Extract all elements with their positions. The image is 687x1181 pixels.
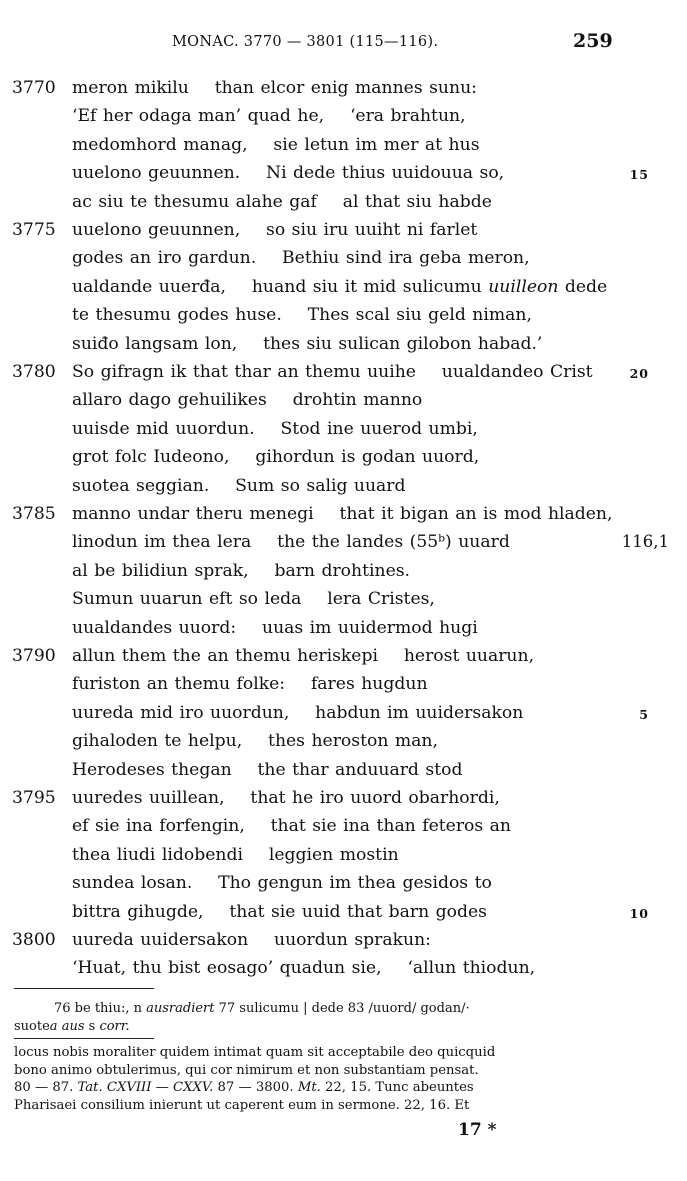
margin-line-number: 116,1 [621, 532, 669, 552]
running-header [0, 30, 687, 56]
verse-text-line: gihaloden te helpu, thes heroston man, [72, 731, 438, 752]
verse-line [0, 104, 687, 132]
verse-number: 3795 [12, 788, 56, 808]
apparatus-line: 76 be thiu:, n ausradiert 77 sulicumu | dede 83 /uuord/ godan/· [54, 1001, 470, 1016]
verse-text-line: medomhord manag, sie letun im mer at hus [72, 134, 480, 155]
verse-line [0, 218, 687, 246]
verse-line [0, 360, 687, 388]
verse-text-line: ‘Ef her odaga man’ quad he, ‘era brahtun, [72, 106, 466, 127]
commentary-line: Pharisaei consilium inierunt ut caperent eum in sermone. 22, 16. Et [14, 1097, 470, 1113]
verse-text-line: allun them the an themu heriskepi herost uuarun, [72, 646, 535, 666]
verse-line [0, 388, 687, 416]
margin-line-number: 10 [629, 905, 649, 921]
verse-line [0, 559, 687, 587]
verse-line [0, 474, 687, 502]
verse-number: 3775 [12, 220, 56, 240]
verse-line [0, 701, 687, 729]
verse-line [0, 133, 687, 161]
verse-line [0, 900, 687, 928]
critical-apparatus [14, 1000, 664, 1036]
verse-line [0, 502, 687, 530]
verse-text-line: al be bilidiun sprak, barn drohtines. [72, 560, 411, 581]
verse-text-line: te thesumu godes huse. Thes scal siu geld niman, [72, 305, 532, 326]
verse-line [0, 76, 687, 104]
margin-line-number: 20 [629, 366, 649, 381]
signature-mark: 17 * [458, 1120, 497, 1140]
verse-text-line: bittra gihugde, that sie uuid that barn godes [72, 901, 487, 922]
apparatus-rule [14, 988, 154, 989]
verse-number: 3780 [12, 362, 56, 382]
verse-line [0, 303, 687, 331]
verse-text-line: uureda uuidersakon uuordun sprakun: [72, 930, 431, 950]
verse-line [0, 843, 687, 871]
margin-line-number: 5 [639, 706, 649, 722]
verse-line [0, 758, 687, 786]
commentary-line: bono animo obtulerimus, qui cor nimirum et non substantiam pensat. [14, 1062, 479, 1078]
verse-number: 3800 [12, 930, 56, 950]
margin-line-number: 15 [629, 167, 649, 183]
verse-line [0, 246, 687, 274]
verse-text-line: suiđo langsam lon, thes siu sulican gilobon habad.’ [72, 333, 543, 354]
verse-text-line: linodun im thea lera the the landes (55ᵇ) uuard [72, 532, 510, 553]
commentary-rule [14, 1038, 154, 1039]
commentary-line: locus nobis moraliter quidem intimat quam sit acceptabile deo quicquid [14, 1045, 496, 1060]
verse-line [0, 928, 687, 956]
verse-text-line: So gifragn ik that thar an themu uuihe uualdandeo Crist [72, 362, 593, 382]
verse-text-line: ualdande uuerđa, huand siu it mid sulicumu uuilleon dede [72, 276, 608, 297]
verse-line [0, 530, 687, 558]
verse-text-line: godes an iro gardun. Bethiu sind ira geba meron, [72, 248, 530, 269]
verse-line [0, 161, 687, 189]
verse-text-line: suotea seggian. Sum so salig uuard [72, 475, 406, 496]
verse-text-line: uualdandes uuord: uuas im uuidermod hugi [72, 617, 478, 638]
verse-text-line: ‘Huat, thu bist eosago’ quadun sie, ‘allun thiodun, [72, 958, 536, 979]
verse-text-line: grot folc Iudeono, gihordun is godan uuord, [72, 447, 480, 468]
page-number: 259 [573, 30, 613, 52]
verse-text-line: thea liudi lidobendi leggien mostin [72, 844, 399, 865]
verse-line [0, 587, 687, 615]
verse-text-line: ac siu te thesumu alahe gaf al that siu habde [72, 191, 492, 212]
verse-line [0, 332, 687, 360]
verse-line [0, 814, 687, 842]
verse-line [0, 729, 687, 757]
verse-number: 3790 [12, 646, 56, 666]
verse-line [0, 672, 687, 700]
verse-line [0, 275, 687, 303]
verse-number: 3785 [12, 504, 56, 524]
verse-line [0, 616, 687, 644]
verse-line [0, 417, 687, 445]
verse-number: 3770 [12, 78, 56, 98]
verse-text-line: allaro dago gehuilikes drohtin manno [72, 390, 423, 411]
verse-line [0, 786, 687, 814]
verse-line [0, 871, 687, 899]
verse-text-line: ef sie ina forfengin, that sie ina than feteros an [72, 816, 511, 837]
running-title: MONAC. 3770 — 3801 (115—116). [172, 34, 439, 50]
verse-text-line: Sumun uuarun eft so leda lera Cristes, [72, 589, 435, 610]
verse-text-line: manno undar theru menegi that it bigan an is mod hladen, [72, 504, 613, 524]
verse-line [0, 644, 687, 672]
verse-text-line: uuredes uuillean, that he iro uuord obarhordi, [72, 788, 500, 808]
verse-text-line: sundea losan. Tho gengun im thea gesidos to [72, 873, 492, 894]
verse-text-line: furiston an themu folke: fares hugdun [72, 674, 428, 695]
verse-text-line: uuelono geuunnen. Ni dede thius uuidouua so, [72, 163, 505, 184]
verse-text-line: uureda mid iro uuordun, habdun im uuidersakon [72, 702, 524, 723]
commentary-line: 80 — 87. Tat. CXVIII — CXXV. 87 — 3800. Mt. 22, 15. Tunc abeuntes [14, 1080, 474, 1095]
verse-line [0, 956, 687, 984]
verse-text-line: Herodeses thegan the thar anduuard stod [72, 759, 463, 780]
verse-text-line: uuelono geuunnen, so siu iru uuiht ni farlet [72, 220, 478, 240]
verse-text-line: uuisde mid uuordun. Stod ine uuerod umbi, [72, 418, 478, 439]
verse-line [0, 445, 687, 473]
verse-line [0, 190, 687, 218]
apparatus-line: suotea aus s corr. [14, 1019, 130, 1034]
verse-text-line: meron mikilu than elcor enig mannes sunu: [72, 78, 477, 98]
latin-commentary [14, 1044, 664, 1114]
